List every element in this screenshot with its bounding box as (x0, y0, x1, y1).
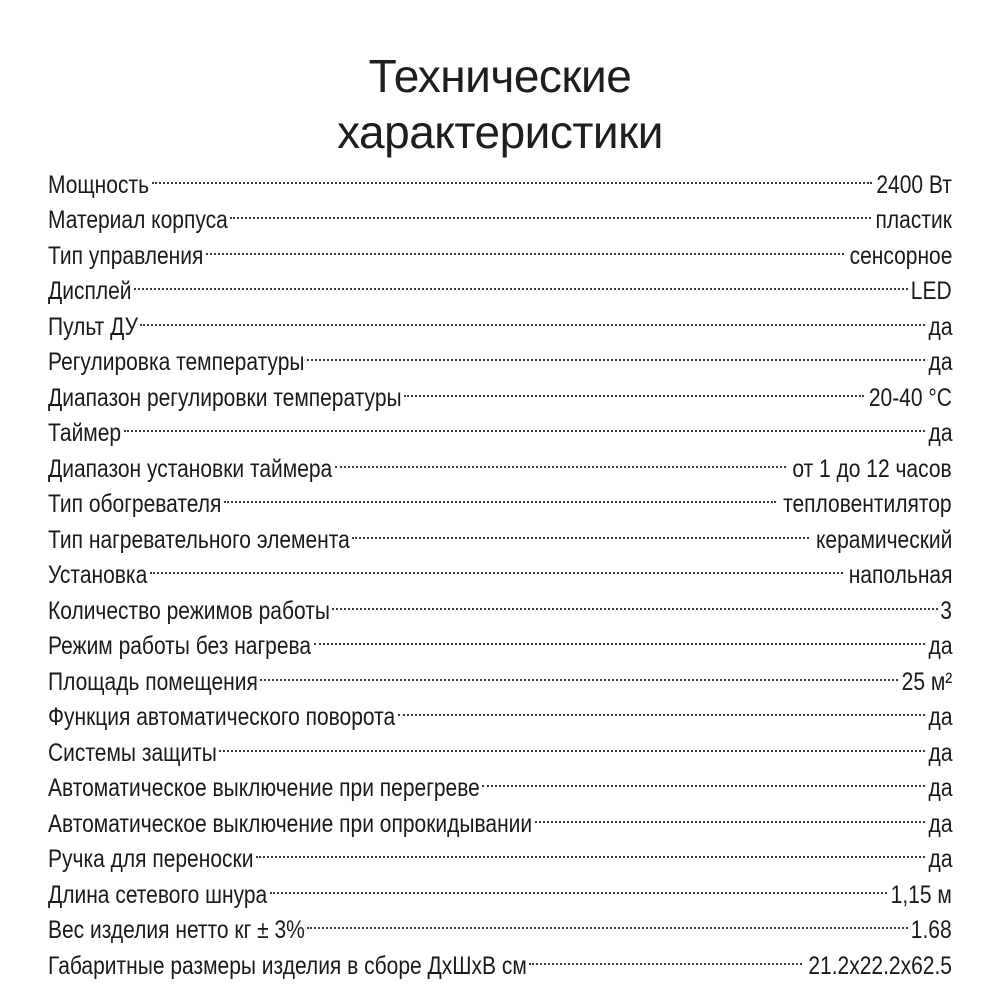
spec-label-wrap (48, 842, 254, 878)
spec-label: Тип нагревательного элемента (48, 525, 350, 554)
dot-leader (224, 477, 776, 513)
spec-label: Тип управления (48, 241, 204, 270)
dot-leader (307, 903, 908, 939)
spec-row (48, 264, 952, 305)
spec-value: да (928, 845, 952, 873)
dot-leader (260, 654, 898, 690)
spec-label: Габаритные размеры изделия в сборе ДхШхВ см (48, 951, 527, 980)
spec-label: Количество режимов работы (48, 596, 330, 625)
spec-label-wrap (48, 310, 138, 346)
spec-label: Площадь помещения (48, 667, 258, 696)
spec-value: 21.2x22.2x62.5 (808, 951, 952, 980)
spec-label-wrap (48, 771, 480, 807)
spec-row (48, 583, 952, 625)
dot-leader (529, 938, 802, 974)
spec-row (48, 406, 952, 447)
spec-label-wrap (48, 878, 268, 914)
spec-label: Диапазон установки таймера (48, 454, 333, 483)
spec-row (48, 193, 952, 234)
spec-label-wrap (48, 594, 330, 630)
spec-label-wrap (48, 416, 122, 452)
spec-row (48, 335, 952, 376)
spec-value: 1.68 (911, 916, 952, 944)
spec-row (48, 548, 952, 589)
spec-value: да (928, 312, 952, 341)
dot-leader (535, 796, 925, 832)
dot-leader (335, 441, 786, 477)
dot-leader (270, 867, 887, 903)
spec-value: 1,15 м (890, 880, 952, 909)
dot-leader (206, 228, 844, 264)
dot-leader (352, 512, 809, 548)
dot-leader (332, 583, 938, 619)
dot-leader (140, 299, 925, 335)
spec-label: Длина сетевого шнура (48, 880, 268, 909)
spec-label: Ручка для переноски (48, 845, 254, 873)
dot-leader (404, 370, 864, 406)
spec-value: да (928, 809, 952, 838)
spec-label: Автоматическое выключение при опрокидывании (48, 809, 533, 838)
spec-label-wrap (48, 913, 305, 949)
dot-leader (482, 761, 925, 797)
spec-value: да (928, 348, 952, 376)
spec-label: Автоматическое выключение при перегреве (48, 774, 480, 802)
spec-label: Регулировка температуры (48, 348, 305, 376)
title-line-1: Технические (368, 50, 632, 102)
spec-value: да (928, 419, 952, 447)
spec-label-wrap (48, 487, 222, 523)
spec-value: сенсорное (849, 241, 952, 270)
spec-list (48, 157, 952, 980)
spec-value: LED (911, 277, 952, 305)
spec-label-wrap (48, 274, 132, 310)
spec-label-wrap (48, 736, 217, 772)
spec-label-wrap (48, 203, 228, 239)
spec-label: Материал корпуса (48, 206, 228, 234)
spec-label: Установка (48, 561, 148, 589)
spec-row (48, 157, 952, 199)
spec-label: Тип обогревателя (48, 490, 222, 518)
spec-label: Мощность (48, 170, 150, 199)
title-line-2: характеристики (337, 106, 663, 158)
spec-value: 2400 Вт (876, 170, 952, 199)
spec-label: Вес изделия нетто кг ± 3% (48, 916, 305, 944)
spec-value: 20-40 °С (868, 383, 952, 412)
dot-leader (124, 406, 925, 442)
spec-value: да (928, 632, 952, 660)
spec-label: Пульт ДУ (48, 312, 138, 341)
spec-label-wrap (48, 345, 305, 381)
spec-value: напольная (848, 561, 952, 589)
spec-label-wrap (48, 558, 148, 594)
spec-label: Функция автоматического поворота (48, 703, 396, 731)
dot-leader (152, 157, 872, 193)
spec-label: Диапазон регулировки температуры (48, 383, 402, 412)
dot-leader (314, 619, 925, 655)
spec-value: керамический (815, 525, 952, 554)
spec-value: да (928, 774, 952, 802)
spec-value: от 1 до 12 часов (792, 454, 952, 483)
spec-label: Таймер (48, 419, 122, 447)
spec-value: тепловентилятор (783, 490, 952, 518)
spec-label: Режим работы без нагрева (48, 632, 312, 660)
dot-leader (134, 264, 908, 300)
dot-leader (219, 725, 925, 761)
spec-value: да (928, 703, 952, 731)
dot-leader (307, 335, 925, 371)
page-title (0, 48, 1000, 160)
dot-leader (150, 548, 843, 584)
spec-value: 3 (940, 596, 952, 625)
spec-label-wrap (48, 665, 258, 701)
spec-label: Дисплей (48, 277, 132, 305)
spec-value: пластик (875, 206, 952, 234)
spec-value: 25 м² (901, 667, 952, 696)
spec-row (48, 299, 952, 341)
dot-leader (398, 690, 925, 726)
spec-row (48, 441, 952, 483)
dot-leader (230, 193, 871, 229)
spec-value: да (928, 738, 952, 767)
dot-leader (256, 832, 925, 868)
spec-label: Системы защиты (48, 738, 217, 767)
spec-label-wrap (48, 168, 150, 204)
spec-label-wrap (48, 949, 527, 985)
